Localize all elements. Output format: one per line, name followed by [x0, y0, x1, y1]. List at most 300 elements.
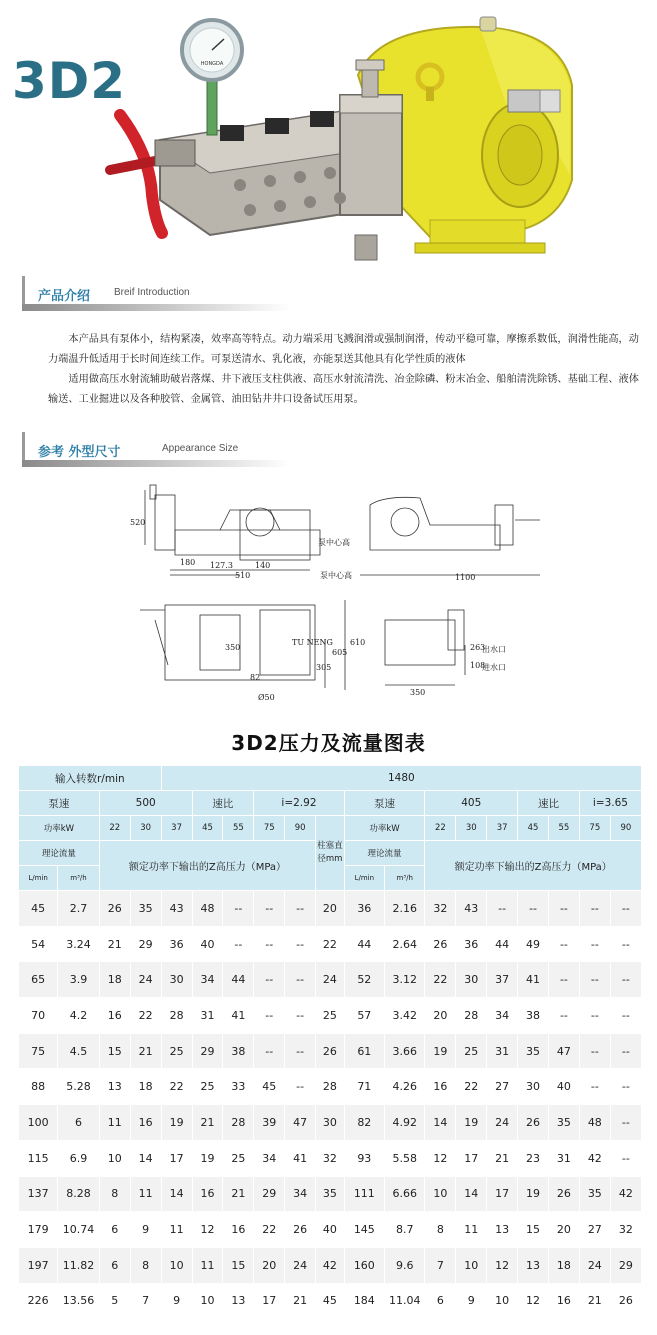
- header-row-speed: [19, 766, 642, 791]
- pressure-cell: 27: [487, 1069, 518, 1105]
- pressure-cell: 14: [425, 1105, 456, 1141]
- pressure-cell: 29: [610, 1247, 641, 1283]
- flow-m3h: 8.28: [58, 1176, 100, 1212]
- pressure-cell: --: [610, 1033, 641, 1069]
- plunger-diameter: 45: [316, 1283, 345, 1319]
- flow-lmin: 93: [344, 1140, 384, 1176]
- pressure-cell: --: [610, 998, 641, 1034]
- pressure-cell: 28: [223, 1105, 254, 1141]
- pressure-cell: 25: [192, 1069, 223, 1105]
- pressure-cell: 34: [254, 1140, 285, 1176]
- dim-phi50: Ø50: [258, 693, 275, 702]
- table-row: [19, 926, 642, 962]
- pressure-cell: 25: [456, 1033, 487, 1069]
- pressure-cell: 35: [579, 1176, 610, 1212]
- section-header-intro: [22, 276, 642, 316]
- table-row: [19, 1069, 642, 1105]
- right-power-label: 功率kW: [344, 816, 425, 841]
- flow-lmin: 44: [344, 926, 384, 962]
- pressure-cell: 29: [254, 1176, 285, 1212]
- pressure-cell: 40: [548, 1069, 579, 1105]
- left-unit-lmin: L/min: [19, 866, 58, 891]
- pressure-cell: 11: [130, 1176, 161, 1212]
- pressure-cell: 11: [99, 1105, 130, 1141]
- flow-lmin: 197: [19, 1247, 58, 1283]
- flow-m3h: 8.7: [385, 1212, 425, 1248]
- pressure-cell: 10: [487, 1283, 518, 1319]
- flow-m3h: 4.92: [385, 1105, 425, 1141]
- pressure-cell: 35: [130, 891, 161, 927]
- power-col: 37: [487, 816, 518, 841]
- flow-lmin: 226: [19, 1283, 58, 1319]
- pressure-cell: 32: [610, 1212, 641, 1248]
- pressure-cell: 16: [223, 1212, 254, 1248]
- pressure-cell: --: [254, 891, 285, 927]
- pressure-cell: 29: [130, 926, 161, 962]
- input-speed-label: 输入转数r/min: [19, 766, 162, 791]
- power-col: 90: [610, 816, 641, 841]
- pressure-cell: 24: [285, 1247, 316, 1283]
- pressure-cell: --: [285, 962, 316, 998]
- pressure-cell: 8: [130, 1247, 161, 1283]
- power-col: 22: [99, 816, 130, 841]
- pressure-cell: 15: [99, 1033, 130, 1069]
- pressure-cell: 39: [254, 1105, 285, 1141]
- pressure-cell: 18: [548, 1247, 579, 1283]
- pressure-cell: 26: [285, 1212, 316, 1248]
- pressure-cell: 16: [548, 1283, 579, 1319]
- pressure-cell: 11: [456, 1212, 487, 1248]
- pressure-cell: 21: [579, 1283, 610, 1319]
- dim-605: 605: [332, 648, 348, 657]
- pressure-cell: 29: [192, 1033, 223, 1069]
- intro-paragraph-1: 本产品具有泵体小，结构紧凑，效率高等特点。动力端采用飞溅润滑或强制润滑，传动平稳可靠，摩擦系数低，润滑性能高，动力端温升低适用于长时间连续工作。可泵送清水、乳化液，亦能泵送其他具有化学性质的液体: [48, 334, 639, 365]
- flow-lmin: 111: [344, 1176, 384, 1212]
- flow-lmin: 70: [19, 998, 58, 1034]
- pressure-cell: 49: [518, 926, 549, 962]
- pressure-cell: 21: [192, 1105, 223, 1141]
- plunger-diameter: 30: [316, 1105, 345, 1141]
- nameplate-text: TU NENG: [292, 638, 333, 647]
- pressure-cell: --: [548, 998, 579, 1034]
- pressure-cell: --: [579, 998, 610, 1034]
- pressure-cell: 17: [254, 1283, 285, 1319]
- pressure-cell: 6: [425, 1283, 456, 1319]
- pressure-cell: 30: [456, 962, 487, 998]
- pressure-cell: 41: [223, 998, 254, 1034]
- intro-paragraph-2: 适用做高压水射流辅助破岩落煤、井下液压支柱供液、高压水射流清洗、冶金除磷、粉末冶金、船舶清洗除锈、基础工程、液体输送、工业掘进以及各种胶管、金属管、油田钻井井口设备试压用泵。: [48, 374, 639, 405]
- pressure-cell: 19: [192, 1140, 223, 1176]
- flow-m3h: 3.12: [385, 962, 425, 998]
- drive-shaft: [508, 90, 560, 112]
- pressure-cell: 36: [161, 926, 192, 962]
- pressure-cell: 27: [579, 1212, 610, 1248]
- pressure-cell: 14: [161, 1176, 192, 1212]
- pressure-cell: 43: [456, 891, 487, 927]
- pressure-cell: 12: [518, 1283, 549, 1319]
- pressure-cell: 34: [192, 962, 223, 998]
- gauge-brand: HONGDA: [200, 61, 224, 67]
- pressure-cell: 40: [192, 926, 223, 962]
- table-row: [19, 1105, 642, 1141]
- pressure-cell: 28: [161, 998, 192, 1034]
- pressure-cell: --: [285, 926, 316, 962]
- pressure-cell: 21: [285, 1283, 316, 1319]
- pressure-cell: 16: [192, 1176, 223, 1212]
- flow-m3h: 4.26: [385, 1069, 425, 1105]
- pressure-cell: 36: [456, 926, 487, 962]
- flow-lmin: 184: [344, 1283, 384, 1319]
- pressure-cell: 47: [548, 1033, 579, 1069]
- pressure-cell: 24: [579, 1247, 610, 1283]
- pressure-cell: --: [254, 962, 285, 998]
- flow-m3h: 3.24: [58, 926, 100, 962]
- pressure-cell: 25: [223, 1140, 254, 1176]
- pressure-cell: 38: [223, 1033, 254, 1069]
- pressure-cell: 31: [192, 998, 223, 1034]
- pressure-cell: 34: [285, 1176, 316, 1212]
- pressure-cell: 17: [456, 1140, 487, 1176]
- flow-lmin: 82: [344, 1105, 384, 1141]
- left-pressure-label: 额定功率下输出的Z高压力（MPa）: [99, 841, 315, 891]
- pressure-cell: --: [548, 926, 579, 962]
- left-ratio-value: i=2.92: [254, 791, 344, 816]
- inlet-label: 进水口: [482, 663, 506, 672]
- pressure-cell: --: [610, 926, 641, 962]
- pressure-cell: 13: [223, 1283, 254, 1319]
- section-title-en: Breif Introduction: [114, 287, 190, 298]
- flow-m3h: 2.7: [58, 891, 100, 927]
- outlet-label: 出水口: [482, 645, 506, 654]
- plunger-diameter: 32: [316, 1140, 345, 1176]
- flow-lmin: 45: [19, 891, 58, 927]
- pressure-cell: 19: [425, 1033, 456, 1069]
- pressure-cell: 6: [99, 1247, 130, 1283]
- dim-350b: 350: [410, 688, 426, 697]
- right-ratio-value: i=3.65: [579, 791, 641, 816]
- oil-cap: [480, 17, 496, 31]
- pressure-cell: 19: [456, 1105, 487, 1141]
- flow-lmin: 36: [344, 891, 384, 927]
- flow-m3h: 6.9: [58, 1140, 100, 1176]
- pressure-cell: 37: [487, 962, 518, 998]
- left-ratio-label: 速比: [192, 791, 254, 816]
- pressure-cell: 13: [487, 1212, 518, 1248]
- section-title-cn: 参考 外型尺寸: [38, 445, 121, 460]
- pressure-cell: 20: [425, 998, 456, 1034]
- pressure-cell: 13: [99, 1069, 130, 1105]
- pressure-cell: --: [285, 1069, 316, 1105]
- flow-lmin: 71: [344, 1069, 384, 1105]
- power-col: 55: [223, 816, 254, 841]
- dim-140: 140: [255, 561, 271, 570]
- pressure-cell: 18: [99, 962, 130, 998]
- pressure-cell: 17: [161, 1140, 192, 1176]
- plunger-diameter: 22: [316, 926, 345, 962]
- pressure-cell: 16: [425, 1069, 456, 1105]
- flow-m3h: 2.16: [385, 891, 425, 927]
- flow-m3h: 9.6: [385, 1247, 425, 1283]
- section-bar: [22, 460, 290, 467]
- dim-305: 305: [316, 663, 332, 672]
- table-title: 3D2压力及流量图表: [231, 731, 426, 755]
- pressure-cell: 8: [425, 1212, 456, 1248]
- flow-m3h: 4.2: [58, 998, 100, 1034]
- pressure-cell: --: [579, 1069, 610, 1105]
- pressure-cell: 12: [192, 1212, 223, 1248]
- dim-610: 610: [350, 638, 366, 647]
- flow-m3h: 5.28: [58, 1069, 100, 1105]
- flow-m3h: 11.82: [58, 1247, 100, 1283]
- pressure-cell: 26: [518, 1105, 549, 1141]
- flow-m3h: 4.5: [58, 1033, 100, 1069]
- right-pump-speed-value: 405: [425, 791, 518, 816]
- pressure-cell: 26: [425, 926, 456, 962]
- pressure-cell: 26: [610, 1283, 641, 1319]
- pressure-cell: 31: [487, 1033, 518, 1069]
- pressure-cell: --: [254, 998, 285, 1034]
- dim-180: 180: [180, 558, 196, 567]
- power-col: 30: [130, 816, 161, 841]
- flow-lmin: 61: [344, 1033, 384, 1069]
- right-flow-label: 理论流量: [344, 841, 425, 866]
- hero-banner: [0, 0, 657, 275]
- intro-text: [48, 330, 648, 410]
- plunger-diameter: 35: [316, 1176, 345, 1212]
- pressure-cell: 8: [99, 1176, 130, 1212]
- power-col: 37: [161, 816, 192, 841]
- drawing-front-right: [360, 497, 540, 575]
- flow-lmin: 54: [19, 926, 58, 962]
- pressure-cell: 7: [425, 1247, 456, 1283]
- left-power-label: 功率kW: [19, 816, 100, 841]
- pressure-cell: 21: [223, 1176, 254, 1212]
- pressure-cell: 21: [130, 1033, 161, 1069]
- pressure-cell: 17: [487, 1176, 518, 1212]
- flow-lmin: 160: [344, 1247, 384, 1283]
- power-col: 22: [425, 816, 456, 841]
- pressure-cell: 5: [99, 1283, 130, 1319]
- right-pump-speed-label: 泵速: [344, 791, 425, 816]
- pump-center-label-2: 泵中心高: [320, 571, 352, 580]
- flow-m3h: 5.58: [385, 1140, 425, 1176]
- section-title-en: Appearance Size: [162, 443, 239, 454]
- pressure-cell: 44: [223, 962, 254, 998]
- pressure-cell: --: [610, 1140, 641, 1176]
- pressure-cell: --: [518, 891, 549, 927]
- drawing-top-right: [385, 610, 465, 685]
- pressure-flow-table: [18, 765, 642, 1319]
- pressure-cell: 10: [425, 1176, 456, 1212]
- pressure-cell: 24: [487, 1105, 518, 1141]
- pressure-cell: --: [610, 891, 641, 927]
- flow-lmin: 115: [19, 1140, 58, 1176]
- pressure-cell: --: [548, 891, 579, 927]
- flow-m3h: 3.9: [58, 962, 100, 998]
- dim-350a: 350: [225, 643, 241, 652]
- pressure-cell: --: [579, 1033, 610, 1069]
- pressure-cell: --: [579, 962, 610, 998]
- plunger-diameter: 20: [316, 891, 345, 927]
- left-flow-label: 理论流量: [19, 841, 100, 866]
- pressure-gauge: [182, 20, 242, 135]
- pressure-cell: --: [579, 891, 610, 927]
- model-code: 3D2: [12, 52, 127, 110]
- pressure-cell: 33: [223, 1069, 254, 1105]
- pressure-cell: --: [610, 1069, 641, 1105]
- pressure-cell: 21: [99, 926, 130, 962]
- dim-520: 520: [130, 518, 146, 527]
- power-col: 75: [579, 816, 610, 841]
- pressure-cell: 13: [518, 1247, 549, 1283]
- flow-lmin: 145: [344, 1212, 384, 1248]
- table-row: [19, 1176, 642, 1212]
- pressure-cell: --: [285, 998, 316, 1034]
- power-col: 45: [192, 816, 223, 841]
- table-body: [19, 891, 642, 1319]
- appearance-drawings: [120, 470, 570, 705]
- pressure-cell: 28: [456, 998, 487, 1034]
- flow-lmin: 88: [19, 1069, 58, 1105]
- flow-m3h: 10.74: [58, 1212, 100, 1248]
- pressure-cell: 16: [99, 998, 130, 1034]
- pressure-cell: 15: [223, 1247, 254, 1283]
- table-row: [19, 891, 642, 927]
- power-col: 30: [456, 816, 487, 841]
- table-row: [19, 1283, 642, 1319]
- pressure-cell: 12: [487, 1247, 518, 1283]
- pressure-cell: 10: [99, 1140, 130, 1176]
- pump-product-image: [100, 5, 600, 275]
- pressure-cell: 42: [610, 1176, 641, 1212]
- left-pump-speed-value: 500: [99, 791, 192, 816]
- pressure-cell: 20: [254, 1247, 285, 1283]
- pressure-cell: 41: [518, 962, 549, 998]
- flow-lmin: 65: [19, 962, 58, 998]
- plunger-diameter: 26: [316, 1033, 345, 1069]
- dim-510: 510: [235, 571, 251, 580]
- pressure-cell: 22: [130, 998, 161, 1034]
- pressure-cell: 10: [192, 1283, 223, 1319]
- pressure-cell: 48: [192, 891, 223, 927]
- pressure-cell: 38: [518, 998, 549, 1034]
- pressure-cell: --: [579, 926, 610, 962]
- pressure-cell: 26: [548, 1176, 579, 1212]
- pressure-cell: 16: [130, 1105, 161, 1141]
- table-row: [19, 1140, 642, 1176]
- pressure-cell: 22: [254, 1212, 285, 1248]
- pressure-cell: --: [254, 926, 285, 962]
- table-row: [19, 962, 642, 998]
- flow-lmin: 179: [19, 1212, 58, 1248]
- section-tick: [22, 432, 25, 462]
- pressure-cell: 10: [456, 1247, 487, 1283]
- plunger-diameter-label: 柱塞直径mm: [316, 816, 345, 891]
- pressure-cell: 11: [192, 1247, 223, 1283]
- section-header-size: [22, 432, 642, 472]
- section-tick: [22, 276, 25, 306]
- plunger-diameter: 28: [316, 1069, 345, 1105]
- flow-m3h: 13.56: [58, 1283, 100, 1319]
- pressure-cell: --: [610, 1105, 641, 1141]
- flow-m3h: 6: [58, 1105, 100, 1141]
- plunger-diameter: 24: [316, 962, 345, 998]
- pressure-cell: 22: [456, 1069, 487, 1105]
- input-speed-value: 1480: [161, 766, 641, 791]
- pressure-cell: 22: [161, 1069, 192, 1105]
- flow-m3h: 3.42: [385, 998, 425, 1034]
- flow-m3h: 11.04: [385, 1283, 425, 1319]
- fluid-end-manifold: [160, 95, 402, 260]
- pressure-cell: 9: [130, 1212, 161, 1248]
- header-row-power: [19, 816, 642, 841]
- pressure-cell: 23: [518, 1140, 549, 1176]
- dim-108: 108: [470, 661, 486, 670]
- pressure-cell: 32: [425, 891, 456, 927]
- pressure-cell: 35: [518, 1033, 549, 1069]
- pressure-cell: --: [548, 962, 579, 998]
- plunger-diameter: 40: [316, 1212, 345, 1248]
- plunger-diameter: 25: [316, 998, 345, 1034]
- pressure-cell: 19: [161, 1105, 192, 1141]
- pressure-cell: 25: [161, 1033, 192, 1069]
- pressure-cell: 31: [548, 1140, 579, 1176]
- pressure-cell: 14: [130, 1140, 161, 1176]
- right-ratio-label: 速比: [518, 791, 580, 816]
- right-unit-lmin: L/min: [344, 866, 384, 891]
- flow-lmin: 57: [344, 998, 384, 1034]
- pressure-cell: 14: [456, 1176, 487, 1212]
- pressure-cell: --: [254, 1033, 285, 1069]
- left-pump-speed-label: 泵速: [19, 791, 100, 816]
- dim-82: 82: [250, 673, 261, 682]
- pressure-cell: --: [487, 891, 518, 927]
- pressure-cell: 7: [130, 1283, 161, 1319]
- header-row-ratio: [19, 791, 642, 816]
- pressure-cell: 15: [518, 1212, 549, 1248]
- pressure-cell: 19: [518, 1176, 549, 1212]
- table-row: [19, 998, 642, 1034]
- dim-263: 263: [470, 643, 486, 652]
- right-unit-m3h: m³/h: [385, 866, 425, 891]
- left-unit-m3h: m³/h: [58, 866, 100, 891]
- flow-m3h: 2.64: [385, 926, 425, 962]
- pressure-cell: 20: [548, 1212, 579, 1248]
- pressure-cell: 35: [548, 1105, 579, 1141]
- pressure-cell: --: [223, 891, 254, 927]
- flow-m3h: 6.66: [385, 1176, 425, 1212]
- pressure-cell: 24: [130, 962, 161, 998]
- pressure-cell: 48: [579, 1105, 610, 1141]
- pressure-cell: 21: [487, 1140, 518, 1176]
- pressure-cell: 26: [99, 891, 130, 927]
- pressure-cell: --: [223, 926, 254, 962]
- pressure-cell: 22: [425, 962, 456, 998]
- pressure-cell: 18: [130, 1069, 161, 1105]
- power-col: 45: [518, 816, 549, 841]
- pressure-cell: --: [610, 962, 641, 998]
- pressure-cell: 6: [99, 1212, 130, 1248]
- section-bar: [22, 304, 290, 311]
- pressure-cell: 9: [456, 1283, 487, 1319]
- pressure-cell: --: [285, 891, 316, 927]
- pressure-cell: 47: [285, 1105, 316, 1141]
- flow-lmin: 75: [19, 1033, 58, 1069]
- pressure-cell: 44: [487, 926, 518, 962]
- power-col: 90: [285, 816, 316, 841]
- pressure-cell: 10: [161, 1247, 192, 1283]
- table-row: [19, 1033, 642, 1069]
